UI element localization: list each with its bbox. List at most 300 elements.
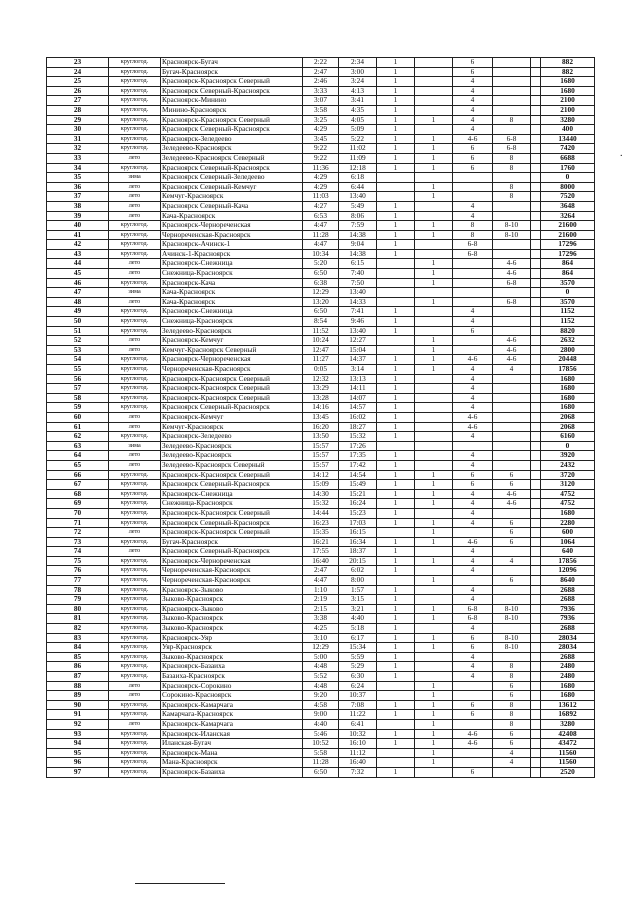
flag1-cell: 1 <box>377 326 415 336</box>
spacer-cell <box>531 662 541 672</box>
cars2-cell <box>493 86 531 96</box>
flag2-cell <box>415 412 453 422</box>
row-number: 81 <box>47 614 109 624</box>
cars1-cell: 4 <box>453 125 493 135</box>
flag1-cell: 1 <box>377 211 415 221</box>
spacer-cell <box>531 345 541 355</box>
route-cell: Красноярск-Красноярск Северный <box>161 77 303 87</box>
table-row <box>47 422 595 432</box>
cars1-cell: 4 <box>453 566 493 576</box>
row-number: 68 <box>47 489 109 499</box>
arrival-cell: 6:02 <box>339 566 377 576</box>
season-cell: круглогод. <box>109 105 161 115</box>
flag1-cell: 1 <box>377 230 415 240</box>
cars1-cell: 4-6 <box>453 537 493 547</box>
cars1-cell: 4 <box>453 499 493 509</box>
flag1-cell: 1 <box>377 614 415 624</box>
spacer-cell <box>531 585 541 595</box>
arrival-cell: 6:15 <box>339 259 377 269</box>
departure-cell: 12:32 <box>303 374 339 384</box>
table-row <box>47 307 595 317</box>
table-row <box>47 595 595 605</box>
departure-cell: 5:46 <box>303 729 339 739</box>
row-number: 76 <box>47 566 109 576</box>
table-row <box>47 719 595 729</box>
row-number: 38 <box>47 201 109 211</box>
flag2-cell <box>415 173 453 183</box>
departure-cell: 13:45 <box>303 412 339 422</box>
flag1-cell: 1 <box>377 499 415 509</box>
cars2-cell <box>493 105 531 115</box>
flag2-cell: 1 <box>415 729 453 739</box>
row-number: 46 <box>47 278 109 288</box>
departure-cell: 9:22 <box>303 144 339 154</box>
total-cell: 6688 <box>541 153 595 163</box>
cars2-cell: 4-6 <box>493 336 531 346</box>
cars1-cell <box>453 748 493 758</box>
spacer-cell <box>531 547 541 557</box>
row-number: 80 <box>47 604 109 614</box>
table-row <box>47 144 595 154</box>
cars1-cell: 6 <box>453 153 493 163</box>
route-cell: Красноярск-Снежница <box>161 259 303 269</box>
row-number: 58 <box>47 393 109 403</box>
flag2-cell <box>415 441 453 451</box>
spacer-cell <box>531 633 541 643</box>
flag1-cell: 1 <box>377 77 415 87</box>
route-cell: Красноярск-Ачинск-1 <box>161 240 303 250</box>
table-row <box>47 537 595 547</box>
cars2-cell: 4-6 <box>493 355 531 365</box>
cars2-cell <box>493 547 531 557</box>
flag1-cell: 1 <box>377 566 415 576</box>
season-cell: зима <box>109 441 161 451</box>
spacer-cell <box>531 508 541 518</box>
cars2-cell <box>493 384 531 394</box>
table-row <box>47 115 595 125</box>
table-row <box>47 528 595 538</box>
flag1-cell: 1 <box>377 58 415 68</box>
flag2-cell: 1 <box>415 115 453 125</box>
arrival-cell: 17:42 <box>339 460 377 470</box>
row-number: 66 <box>47 470 109 480</box>
flag2-cell <box>415 662 453 672</box>
flag2-cell: 1 <box>415 556 453 566</box>
arrival-cell: 12:18 <box>339 163 377 173</box>
total-cell: 400 <box>541 125 595 135</box>
cars1-cell: 6 <box>453 710 493 720</box>
table-row <box>47 556 595 566</box>
arrival-cell: 13:40 <box>339 192 377 202</box>
cars2-cell: 8 <box>493 700 531 710</box>
season-cell: круглогод. <box>109 77 161 87</box>
flag2-cell <box>415 547 453 557</box>
flag2-cell: 1 <box>415 365 453 375</box>
season-cell: круглогод. <box>109 556 161 566</box>
arrival-cell: 9:46 <box>339 317 377 327</box>
table-row <box>47 182 595 192</box>
cars1-cell: 6 <box>453 58 493 68</box>
flag1-cell: 1 <box>377 518 415 528</box>
table-row <box>47 58 595 68</box>
total-cell: 1680 <box>541 403 595 413</box>
flag1-cell <box>377 345 415 355</box>
table-row <box>47 441 595 451</box>
cars1-cell <box>453 528 493 538</box>
flag2-cell <box>415 67 453 77</box>
cars1-cell: 4 <box>453 556 493 566</box>
cars2-cell: 8-10 <box>493 614 531 624</box>
route-cell: Красноярск Северный-Кача <box>161 201 303 211</box>
cars2-cell: 6 <box>493 480 531 490</box>
spacer-cell <box>531 173 541 183</box>
row-number: 24 <box>47 67 109 77</box>
cars2-cell: 6 <box>493 729 531 739</box>
arrival-cell: 6:44 <box>339 182 377 192</box>
departure-cell: 13:50 <box>303 432 339 442</box>
flag1-cell: 1 <box>377 700 415 710</box>
season-cell: круглогод. <box>109 240 161 250</box>
total-cell: 11560 <box>541 748 595 758</box>
spacer-cell <box>531 691 541 701</box>
arrival-cell: 4:13 <box>339 86 377 96</box>
cars1-cell: 4 <box>453 518 493 528</box>
departure-cell: 10:24 <box>303 336 339 346</box>
flag1-cell: 1 <box>377 643 415 653</box>
row-number: 49 <box>47 307 109 317</box>
cars1-cell: 6 <box>453 67 493 77</box>
season-cell: круглогод. <box>109 58 161 68</box>
total-cell: 0 <box>541 173 595 183</box>
row-number: 74 <box>47 547 109 557</box>
season-cell: круглогод. <box>109 643 161 653</box>
cars1-cell <box>453 278 493 288</box>
departure-cell: 6:38 <box>303 278 339 288</box>
table-row <box>47 662 595 672</box>
flag2-cell <box>415 249 453 259</box>
cars1-cell: 6 <box>453 480 493 490</box>
flag1-cell <box>377 719 415 729</box>
arrival-cell: 3:15 <box>339 595 377 605</box>
cars2-cell: 8-10 <box>493 604 531 614</box>
table-row <box>47 729 595 739</box>
table-row <box>47 643 595 653</box>
spacer-cell <box>531 499 541 509</box>
route-cell: Иланская-Бугач <box>161 739 303 749</box>
arrival-cell: 16:02 <box>339 412 377 422</box>
flag1-cell: 1 <box>377 729 415 739</box>
arrival-cell: 1:57 <box>339 585 377 595</box>
row-number: 37 <box>47 192 109 202</box>
table-row <box>47 748 595 758</box>
arrival-cell: 5:59 <box>339 652 377 662</box>
route-cell: Красноярск-Чернореченская <box>161 221 303 231</box>
cars1-cell: 4 <box>453 374 493 384</box>
spacer-cell <box>531 365 541 375</box>
spacer-cell <box>531 748 541 758</box>
flag1-cell: 1 <box>377 393 415 403</box>
season-cell: круглогод. <box>109 748 161 758</box>
total-cell: 8000 <box>541 182 595 192</box>
spacer-cell <box>531 192 541 202</box>
arrival-cell: 8:00 <box>339 576 377 586</box>
arrival-cell: 15:23 <box>339 508 377 518</box>
row-number: 32 <box>47 144 109 154</box>
total-cell: 1680 <box>541 384 595 394</box>
arrival-cell: 3:14 <box>339 365 377 375</box>
table-row <box>47 547 595 557</box>
season-cell: круглогод. <box>109 230 161 240</box>
total-cell: 1152 <box>541 317 595 327</box>
flag2-cell <box>415 307 453 317</box>
cars2-cell <box>493 460 531 470</box>
flag1-cell: 1 <box>377 595 415 605</box>
cars1-cell: 4 <box>453 201 493 211</box>
spacer-cell <box>531 230 541 240</box>
row-number: 97 <box>47 767 109 777</box>
table-row <box>47 77 595 87</box>
flag2-cell <box>415 422 453 432</box>
row-number: 50 <box>47 317 109 327</box>
route-cell: Красноярск Северный-Красноярск <box>161 518 303 528</box>
arrival-cell: 13:40 <box>339 288 377 298</box>
season-cell: круглогод. <box>109 365 161 375</box>
row-number: 72 <box>47 528 109 538</box>
row-number: 31 <box>47 134 109 144</box>
cars2-cell: 8 <box>493 710 531 720</box>
flag1-cell: 1 <box>377 96 415 106</box>
row-number: 96 <box>47 758 109 768</box>
row-number: 69 <box>47 499 109 509</box>
cars2-cell: 8 <box>493 662 531 672</box>
arrival-cell: 15:49 <box>339 480 377 490</box>
total-cell: 21600 <box>541 221 595 231</box>
flag1-cell: 1 <box>377 624 415 634</box>
total-cell: 2280 <box>541 518 595 528</box>
spacer-cell <box>531 489 541 499</box>
spacer-cell <box>531 566 541 576</box>
arrival-cell: 17:03 <box>339 518 377 528</box>
season-cell: зима <box>109 173 161 183</box>
departure-cell: 10:52 <box>303 739 339 749</box>
route-cell: Красноярск Северный-Красноярск <box>161 547 303 557</box>
departure-cell: 16:21 <box>303 537 339 547</box>
cars2-cell <box>493 441 531 451</box>
cars2-cell: 6 <box>493 739 531 749</box>
season-cell: круглогод. <box>109 470 161 480</box>
flag1-cell: 1 <box>377 134 415 144</box>
cars2-cell <box>493 422 531 432</box>
departure-cell: 12:47 <box>303 345 339 355</box>
total-cell: 864 <box>541 259 595 269</box>
route-cell: Снежница-Красноярск <box>161 499 303 509</box>
row-number: 87 <box>47 672 109 682</box>
cars2-cell: 4 <box>493 556 531 566</box>
total-cell: 2688 <box>541 652 595 662</box>
cars1-cell: 8 <box>453 230 493 240</box>
cars1-cell: 4-6 <box>453 422 493 432</box>
cars1-cell: 4-6 <box>453 412 493 422</box>
flag2-cell: 1 <box>415 614 453 624</box>
arrival-cell: 5:18 <box>339 624 377 634</box>
footer-divider <box>135 883 225 884</box>
row-number: 71 <box>47 518 109 528</box>
arrival-cell: 6:24 <box>339 681 377 691</box>
season-cell: круглогод. <box>109 739 161 749</box>
flag2-cell <box>415 317 453 327</box>
cars2-cell: 6 <box>493 528 531 538</box>
departure-cell: 16:20 <box>303 422 339 432</box>
flag1-cell <box>377 748 415 758</box>
route-cell: Чернореченская-Красноярск <box>161 576 303 586</box>
season-cell: зима <box>109 288 161 298</box>
cars1-cell: 6 <box>453 633 493 643</box>
table-row <box>47 240 595 250</box>
cars1-cell: 4 <box>453 489 493 499</box>
row-number: 41 <box>47 230 109 240</box>
route-cell: Кача-Красноярск <box>161 288 303 298</box>
row-number: 45 <box>47 269 109 279</box>
season-cell: лето <box>109 192 161 202</box>
table-row <box>47 633 595 643</box>
row-number: 85 <box>47 652 109 662</box>
total-cell: 1152 <box>541 307 595 317</box>
season-cell: круглогод. <box>109 576 161 586</box>
departure-cell: 0:05 <box>303 365 339 375</box>
route-cell: Зеледеево-Красноярск Северный <box>161 153 303 163</box>
table-row <box>47 624 595 634</box>
row-number: 44 <box>47 259 109 269</box>
spacer-cell <box>531 297 541 307</box>
spacer-cell <box>531 96 541 106</box>
cars2-cell: 8 <box>493 163 531 173</box>
arrival-cell: 7:50 <box>339 278 377 288</box>
spacer-cell <box>531 134 541 144</box>
spacer-cell <box>531 643 541 653</box>
cars2-cell: 4-6 <box>493 499 531 509</box>
departure-cell: 11:27 <box>303 355 339 365</box>
arrival-cell: 16:24 <box>339 499 377 509</box>
spacer-cell <box>531 317 541 327</box>
departure-cell: 9:20 <box>303 691 339 701</box>
departure-cell: 17:55 <box>303 547 339 557</box>
flag2-cell: 1 <box>415 537 453 547</box>
flag1-cell: 1 <box>377 163 415 173</box>
departure-cell: 4:29 <box>303 182 339 192</box>
table-row <box>47 96 595 106</box>
spacer-cell <box>531 518 541 528</box>
total-cell: 2068 <box>541 412 595 422</box>
season-cell: лето <box>109 259 161 269</box>
season-cell: лето <box>109 451 161 461</box>
route-cell: Красноярск Северный-Красноярск <box>161 86 303 96</box>
route-cell: Зыково-Красноярск <box>161 614 303 624</box>
cars1-cell: 4 <box>453 211 493 221</box>
season-cell: круглогод. <box>109 67 161 77</box>
total-cell: 2688 <box>541 595 595 605</box>
total-cell: 2100 <box>541 96 595 106</box>
arrival-cell: 5:49 <box>339 201 377 211</box>
cars1-cell: 6 <box>453 700 493 710</box>
arrival-cell: 16:40 <box>339 758 377 768</box>
table-row <box>47 700 595 710</box>
total-cell: 2432 <box>541 460 595 470</box>
season-cell: лето <box>109 211 161 221</box>
arrival-cell: 7:40 <box>339 269 377 279</box>
route-cell: Красноярск-Базаиха <box>161 662 303 672</box>
cars1-cell: 4 <box>453 672 493 682</box>
flag2-cell: 1 <box>415 470 453 480</box>
route-cell: Базаиха-Красноярск <box>161 672 303 682</box>
flag1-cell <box>377 278 415 288</box>
season-cell: круглогод. <box>109 585 161 595</box>
season-cell: круглогод. <box>109 432 161 442</box>
arrival-cell: 13:13 <box>339 374 377 384</box>
flag1-cell: 1 <box>377 604 415 614</box>
route-cell: Красноярск-Красноярск Северный <box>161 508 303 518</box>
cars2-cell: 4 <box>493 365 531 375</box>
route-cell: Красноярск-Мана <box>161 748 303 758</box>
route-cell: Красноярск-Красноярск Северный <box>161 528 303 538</box>
cars2-cell <box>493 451 531 461</box>
arrival-cell: 14:33 <box>339 297 377 307</box>
spacer-cell <box>531 556 541 566</box>
route-cell: Мана-Красноярск <box>161 758 303 768</box>
cars1-cell: 6 <box>453 144 493 154</box>
arrival-cell: 20:15 <box>339 556 377 566</box>
spacer-cell <box>531 710 541 720</box>
row-number: 47 <box>47 288 109 298</box>
total-cell: 0 <box>541 441 595 451</box>
table-row <box>47 153 595 163</box>
flag2-cell: 1 <box>415 710 453 720</box>
departure-cell: 4:40 <box>303 719 339 729</box>
table-row <box>47 269 595 279</box>
arrival-cell: 16:10 <box>339 739 377 749</box>
table-row <box>47 710 595 720</box>
row-number: 63 <box>47 441 109 451</box>
arrival-cell: 5:29 <box>339 662 377 672</box>
row-number: 54 <box>47 355 109 365</box>
cars1-cell <box>453 441 493 451</box>
spacer-cell <box>531 393 541 403</box>
route-cell: Красноярск-Уяр <box>161 633 303 643</box>
total-cell: 7520 <box>541 192 595 202</box>
season-cell: круглогод. <box>109 604 161 614</box>
arrival-cell: 11:22 <box>339 710 377 720</box>
table-row <box>47 173 595 183</box>
total-cell: 2480 <box>541 672 595 682</box>
flag1-cell: 1 <box>377 412 415 422</box>
route-cell: Красноярск-Красноярск Северный <box>161 115 303 125</box>
departure-cell: 5:20 <box>303 259 339 269</box>
spacer-cell <box>531 767 541 777</box>
row-number: 60 <box>47 412 109 422</box>
cars1-cell: 4 <box>453 595 493 605</box>
spacer-cell <box>531 624 541 634</box>
departure-cell: 6:53 <box>303 211 339 221</box>
spacer-cell <box>531 595 541 605</box>
cars2-cell <box>493 288 531 298</box>
season-cell: лето <box>109 153 161 163</box>
table-row <box>47 374 595 384</box>
total-cell: 600 <box>541 528 595 538</box>
total-cell: 8820 <box>541 326 595 336</box>
flag1-cell <box>377 288 415 298</box>
arrival-cell: 14:07 <box>339 393 377 403</box>
departure-cell: 2:46 <box>303 77 339 87</box>
flag2-cell: 1 <box>415 739 453 749</box>
